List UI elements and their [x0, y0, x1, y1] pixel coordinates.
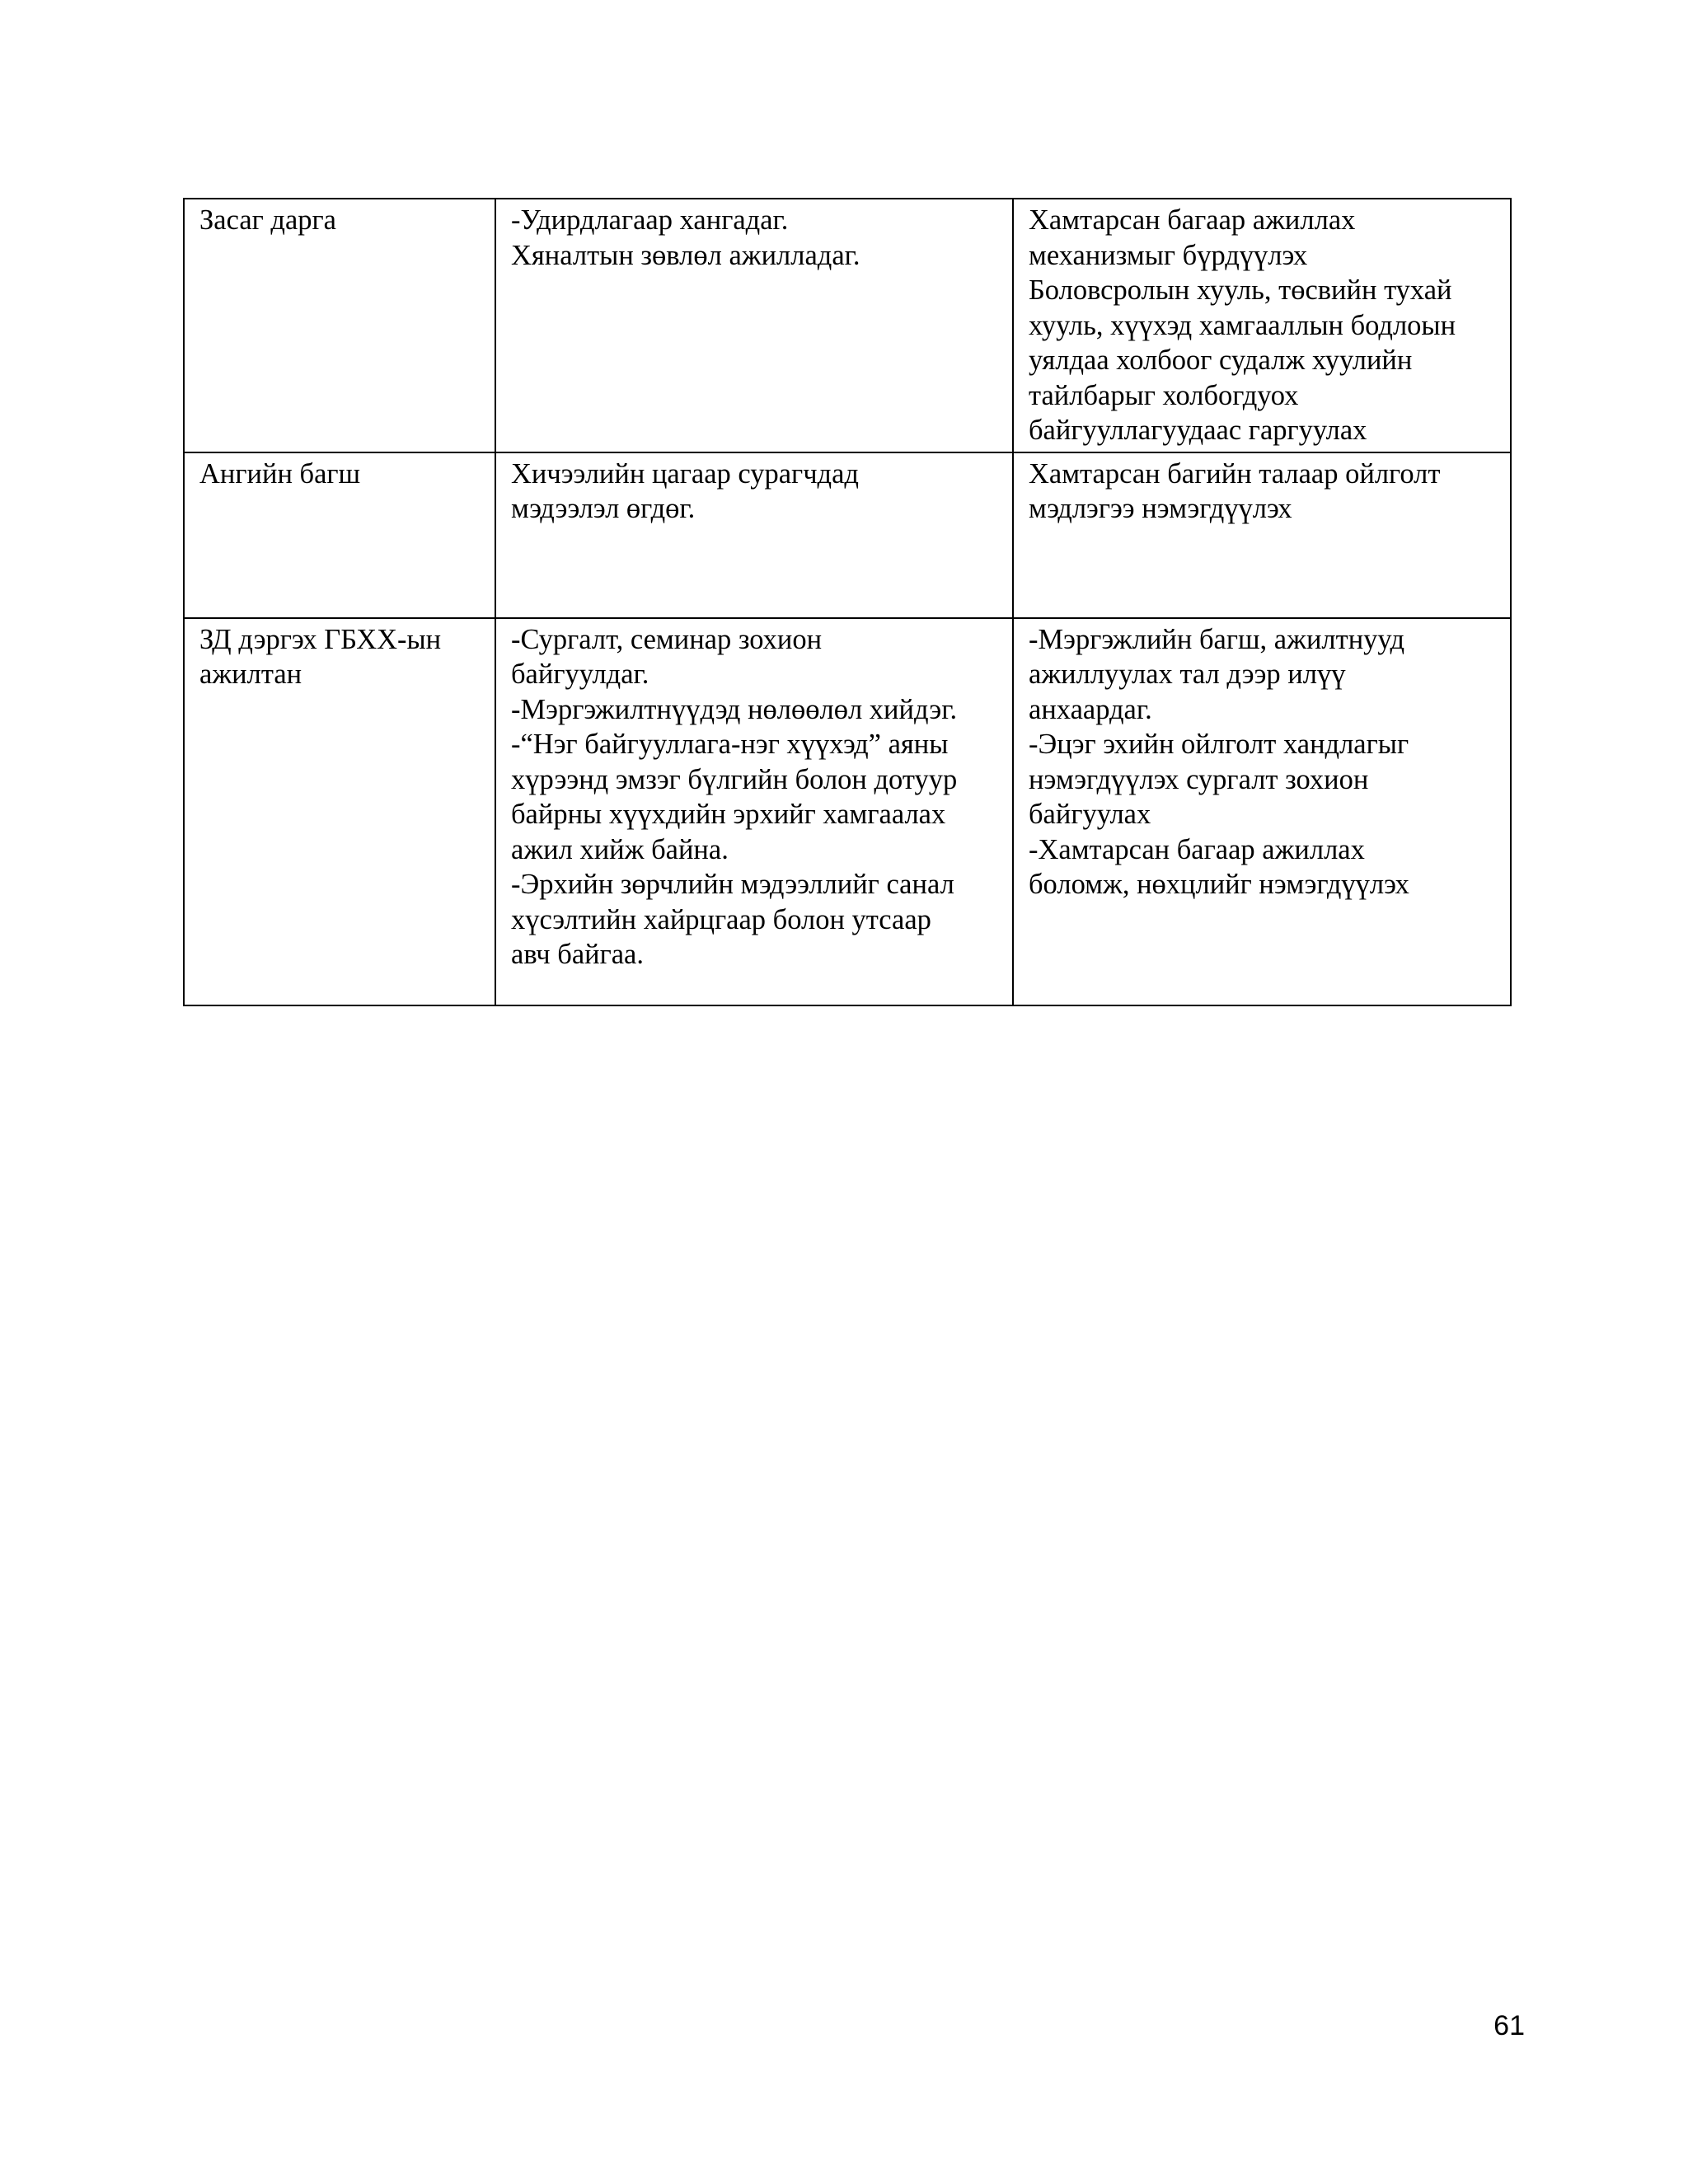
cell-text-line: мэдлэгээ нэмэгдүүлэх	[1029, 493, 1292, 524]
responsibility-table	[183, 198, 1512, 1006]
cell-text-line: мэдээлэл өгдөг.	[511, 493, 696, 524]
cell-text-line: тайлбарыг холбогдуох	[1029, 379, 1299, 411]
cell-text-line: Ангийн багш	[199, 457, 361, 490]
cell-text-line: механизмыг бүрдүүлэх	[1029, 239, 1308, 271]
cell-text-line: боломж, нөхцлийг нэмэгдүүлэх	[1029, 869, 1409, 900]
cell-text-line: байрны хүүхдийн эрхийг хамгаалах	[511, 799, 946, 830]
cell-text-line: -Сургалт, семинар зохион	[511, 623, 823, 655]
table-cell-improvement	[1013, 452, 1511, 618]
page-number: 61	[1493, 2010, 1525, 2041]
cell-text-line: ЗД дэргэх ГБХХ-ын	[199, 623, 442, 655]
cell-text-line: авч байгаа.	[511, 939, 644, 970]
cell-text-line: хууль, хүүхэд хамгааллын бодлоын	[1029, 309, 1456, 341]
table-cell-current-activity	[495, 618, 1013, 1005]
cell-text-line: Боловсролын хууль, төсвийн тухай	[1029, 274, 1452, 306]
table-cell-improvement	[1013, 618, 1511, 1005]
table-cell-current-activity	[495, 199, 1013, 452]
cell-text-line: ажилтан	[199, 658, 302, 690]
table-cell-current-activity	[495, 452, 1013, 618]
cell-text-line: байгуулах	[1029, 799, 1151, 830]
cell-text-line: -Эрхийн зөрчлийн мэдээллийг санал	[511, 869, 954, 900]
cell-text-line: -Хамтарсан багаар ажиллах	[1029, 833, 1365, 865]
table-cell-role	[184, 618, 495, 1005]
cell-text-line: хүрээнд эмзэг бүлгийн болон дотуур	[511, 763, 958, 795]
cell-text-line: -Эцэг эхийн ойлголт хандлагыг	[1029, 729, 1409, 760]
table-cell-improvement	[1013, 199, 1511, 452]
cell-text-line: анхаардаг.	[1029, 693, 1152, 725]
table-row	[184, 618, 1511, 1005]
cell-text-line: байгууллагуудаас гаргуулах	[1029, 415, 1367, 446]
cell-text-line: -“Нэг байгууллага-нэг хүүхэд” аяны	[511, 729, 949, 760]
cell-text-line: Хичээлийн цагаар сурагчдад	[511, 457, 859, 490]
cell-text-line: нэмэгдүүлэх сургалт зохион	[1029, 763, 1369, 795]
cell-text-line: хүсэлтийн хайрцгаар болон утсаар	[511, 903, 931, 935]
cell-text-line: байгуулдаг.	[511, 658, 649, 690]
cell-text-line: ажил хийж байна.	[511, 833, 729, 865]
table-cell-role	[184, 452, 495, 618]
table-row	[184, 452, 1511, 618]
cell-text-line: ажиллуулах тал дээр илүү	[1029, 658, 1346, 690]
cell-text-line: -Удирдлагаар хангадаг.	[511, 204, 789, 236]
cell-text-line: Хамтарсан багийн талаар ойлголт	[1029, 457, 1441, 490]
cell-text-line: Хамтарсан багаар ажиллах	[1029, 204, 1356, 236]
cell-text-line: уялдаа холбоог судалж хуулийн	[1029, 344, 1413, 376]
table-cell-role	[184, 199, 495, 452]
cell-text-line: Засаг дарга	[199, 204, 336, 236]
cell-text-line: Хяналтын зөвлөл ажилладаг.	[511, 239, 860, 271]
cell-text-line: -Мэргэжлийн багш, ажилтнууд	[1029, 623, 1405, 655]
cell-text-line: -Мэргэжилтнүүдэд нөлөөлөл хийдэг.	[511, 693, 958, 725]
table-row	[184, 199, 1511, 452]
